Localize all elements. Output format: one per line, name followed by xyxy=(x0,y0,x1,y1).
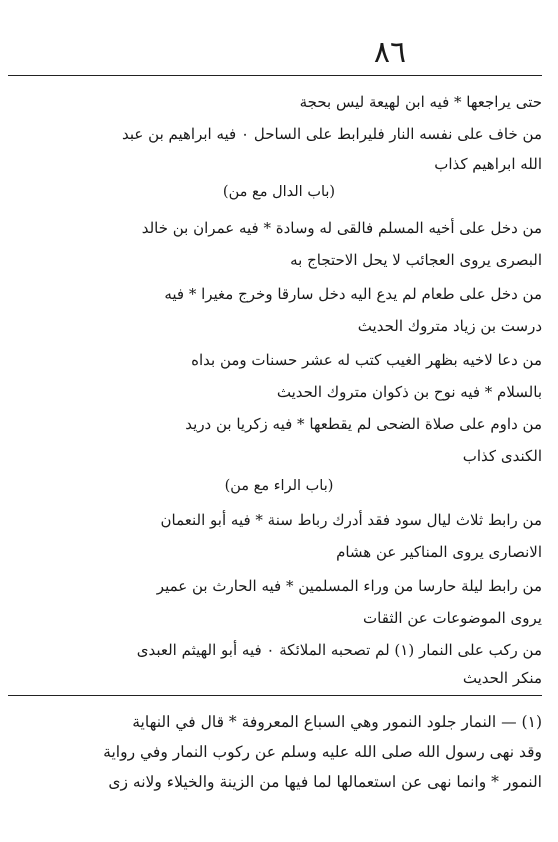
text-line: درست بن زياد متروك الحديث xyxy=(357,317,542,335)
text-line: حتى يراجعها * فيه ابن لهيعة ليس بحجة xyxy=(299,93,542,111)
footnote-rule xyxy=(8,695,542,696)
text-line: من داوم على صلاة الضحى لم يقطعها * فيه زكريا بن دريد xyxy=(185,415,542,433)
text-line: يروى الموضوعات عن الثقات xyxy=(363,609,542,627)
page-number: ٨٦ xyxy=(373,35,407,70)
footnote-line: وقد نهى رسول الله صلى الله عليه وسلم عن ركوب النمار وفي رواية xyxy=(103,743,542,761)
text-line: البصرى يروى العجائب لا يحل الاحتجاج به xyxy=(290,251,542,269)
text-line: الله ابراهيم كذاب xyxy=(434,155,542,173)
text-line: من دعا لاخيه بظهر الغيب كتب له عشر حسنات ومن بداه xyxy=(191,351,542,369)
text-line: من خاف على نفسه النار فليرابط على الساحل ٠ فيه ابراهيم بن عبد xyxy=(122,125,542,143)
text-line: الانصارى يروى المناكير عن هشام xyxy=(336,543,542,561)
footnote-line: النمور * وانما نهى عن استعمالها لما فيها من الزينة والخيلاء ولانه زى xyxy=(108,773,542,791)
section-heading: (باب الدال مع من) xyxy=(222,184,336,200)
text-line: من رابط ليلة حارسا من وراء المسلمين * فيه الحارث بن عمير xyxy=(156,577,542,595)
header-rule xyxy=(8,75,542,76)
footnote-line: (١) — النمار جلود النمور وهي السباع المعروفة * قال في النهاية xyxy=(132,713,542,731)
text-line: من ركب على النمار (١) لم تصحبه الملائكة ٠ فيه أبو الهيثم العبدى xyxy=(136,641,542,659)
section-heading: (باب الراء مع من) xyxy=(224,478,334,494)
text-line: من رابط ثلاث ليال سود فقد أدرك رباط سنة * فيه أبو النعمان xyxy=(160,511,542,529)
text-line: بالسلام * فيه نوح بن ذكوان متروك الحديث xyxy=(276,383,542,401)
text-line: من دخل على أخيه المسلم فالقى له وسادة * فيه عمران بن خالد xyxy=(141,219,542,237)
text-line: منكر الحديث xyxy=(462,669,542,687)
text-line: من دخل على طعام لم يدع اليه دخل سارقا وخرج مغيرا * فيه xyxy=(164,285,542,303)
text-line: الكندى كذاب xyxy=(462,447,542,465)
